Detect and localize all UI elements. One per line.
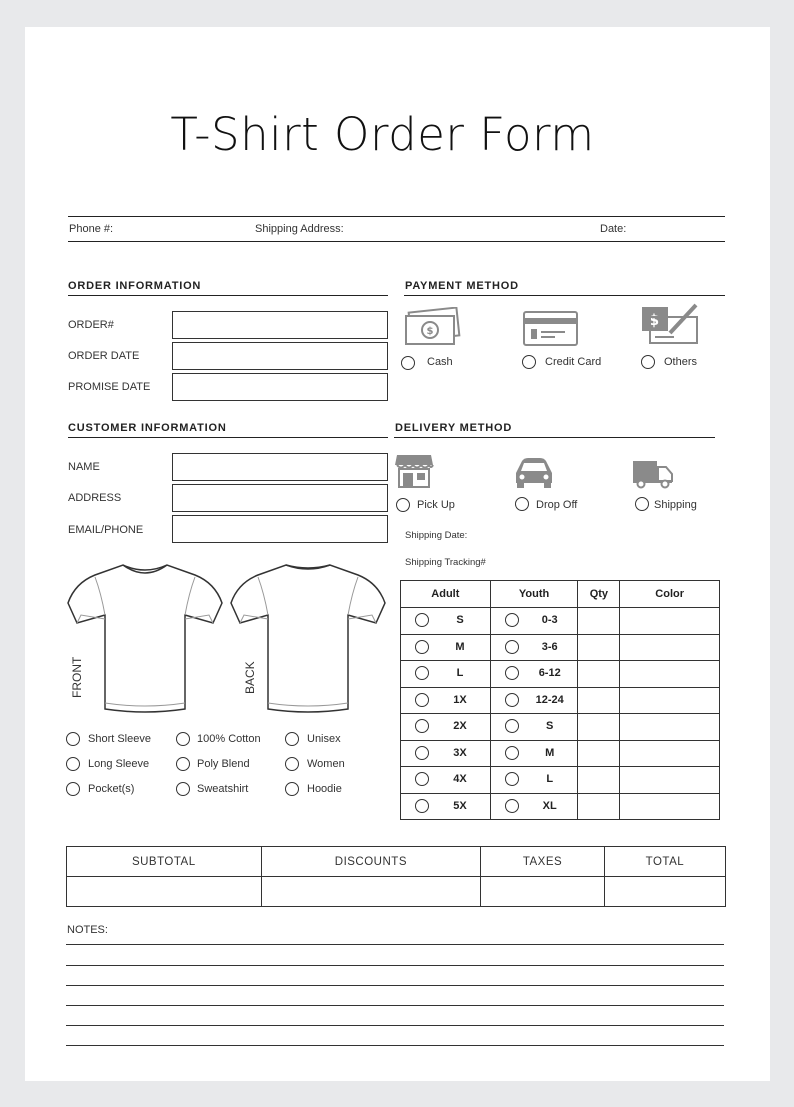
table-row bbox=[401, 793, 720, 820]
short-sleeve-label: Short Sleeve bbox=[88, 733, 151, 745]
color-header: Color bbox=[620, 581, 720, 608]
pockets-label: Pocket(s) bbox=[88, 783, 135, 795]
total-cell[interactable] bbox=[604, 877, 725, 907]
promise-date-label: PROMISE DATE bbox=[68, 381, 151, 393]
hoodie-label: Hoodie bbox=[307, 783, 342, 795]
youth-header: Youth bbox=[490, 581, 578, 608]
form-sheet bbox=[25, 27, 770, 1081]
youth-size-label: S bbox=[546, 720, 554, 733]
youth-size-radio[interactable] bbox=[505, 613, 519, 627]
subtotal-cell[interactable] bbox=[67, 877, 262, 907]
long-sleeve-radio[interactable] bbox=[66, 757, 80, 771]
payment-heading: PAYMENT METHOD bbox=[405, 280, 519, 292]
table-row bbox=[401, 608, 720, 635]
qty-cell[interactable] bbox=[578, 608, 620, 635]
check-icon bbox=[640, 303, 702, 347]
shipping-address-label: Shipping Address: bbox=[255, 223, 344, 235]
delivery-heading: DELIVERY METHOD bbox=[395, 422, 513, 434]
notes-line[interactable] bbox=[66, 1045, 724, 1046]
table-row bbox=[401, 714, 720, 741]
order-info-rule bbox=[68, 295, 388, 296]
long-sleeve-label: Long Sleeve bbox=[88, 758, 150, 770]
color-cell[interactable] bbox=[620, 608, 720, 635]
adult-size-label: M bbox=[455, 640, 465, 653]
shirt-front-icon bbox=[65, 563, 225, 715]
shipping-tracking-label: Shipping Tracking# bbox=[405, 557, 486, 568]
sweatshirt-label: Sweatshirt bbox=[197, 783, 249, 795]
hoodie-radio[interactable] bbox=[285, 782, 299, 796]
email-phone-field[interactable] bbox=[172, 515, 388, 543]
color-cell[interactable] bbox=[620, 740, 720, 767]
adult-size-radio[interactable] bbox=[415, 719, 429, 733]
discounts-cell[interactable] bbox=[261, 877, 481, 907]
adult-size-radio[interactable] bbox=[415, 693, 429, 707]
adult-size-radio[interactable] bbox=[415, 746, 429, 760]
youth-size-radio[interactable] bbox=[505, 772, 519, 786]
qty-cell[interactable] bbox=[578, 793, 620, 820]
adult-size-radio[interactable] bbox=[415, 799, 429, 813]
youth-size-radio[interactable] bbox=[505, 693, 519, 707]
svg-text:$: $ bbox=[648, 311, 660, 329]
adult-size-label: 3X bbox=[453, 746, 467, 759]
color-cell[interactable] bbox=[620, 634, 720, 661]
page-title: T-Shirt Order Form bbox=[170, 108, 595, 161]
notes-line[interactable] bbox=[66, 1025, 724, 1026]
women-radio[interactable] bbox=[285, 757, 299, 771]
sweatshirt-radio[interactable] bbox=[176, 782, 190, 796]
qty-cell[interactable] bbox=[578, 767, 620, 794]
credit-card-label: Credit Card bbox=[545, 356, 602, 368]
taxes-header: TAXES bbox=[481, 847, 605, 877]
youth-size-radio[interactable] bbox=[505, 746, 519, 760]
cash-label: Cash bbox=[427, 356, 453, 368]
order-number-field[interactable] bbox=[172, 311, 388, 339]
shipping-date-label: Shipping Date: bbox=[405, 530, 468, 541]
pockets-radio[interactable] bbox=[66, 782, 80, 796]
adult-size-radio[interactable] bbox=[415, 613, 429, 627]
youth-size-label: 12-24 bbox=[535, 693, 564, 706]
promise-date-field[interactable] bbox=[172, 373, 388, 401]
others-label: Others bbox=[664, 356, 698, 368]
color-cell[interactable] bbox=[620, 767, 720, 794]
table-row bbox=[401, 767, 720, 794]
women-label: Women bbox=[307, 758, 345, 770]
customer-info-heading: CUSTOMER INFORMATION bbox=[68, 422, 227, 434]
notes-line[interactable] bbox=[66, 985, 724, 986]
date-label: Date: bbox=[600, 223, 627, 235]
header-top-rule bbox=[68, 216, 725, 217]
color-cell[interactable] bbox=[620, 793, 720, 820]
qty-cell[interactable] bbox=[578, 661, 620, 688]
size-table bbox=[400, 580, 720, 820]
notes-line[interactable] bbox=[66, 944, 724, 945]
cotton-label: 100% Cotton bbox=[197, 733, 261, 745]
youth-size-label: M bbox=[545, 746, 555, 759]
adult-size-radio[interactable] bbox=[415, 640, 429, 654]
name-field[interactable] bbox=[172, 453, 388, 481]
notes-label: NOTES: bbox=[67, 924, 108, 936]
total-header: TOTAL bbox=[604, 847, 725, 877]
order-number-label: ORDER# bbox=[68, 319, 114, 331]
totals-table bbox=[66, 846, 726, 907]
qty-cell[interactable] bbox=[578, 634, 620, 661]
pick-up-label: Pick Up bbox=[417, 499, 455, 511]
phone-label: Phone #: bbox=[69, 223, 114, 235]
cash-radio[interactable] bbox=[401, 356, 415, 370]
drop-off-radio[interactable] bbox=[515, 497, 529, 511]
adult-size-label: 2X bbox=[453, 720, 467, 733]
table-row bbox=[67, 877, 726, 907]
short-sleeve-radio[interactable] bbox=[66, 732, 80, 746]
youth-size-label: L bbox=[546, 773, 554, 786]
delivery-rule bbox=[394, 437, 715, 438]
taxes-cell[interactable] bbox=[481, 877, 605, 907]
table-row bbox=[401, 661, 720, 688]
car-icon bbox=[512, 455, 556, 489]
notes-line[interactable] bbox=[66, 1005, 724, 1006]
front-label: FRONT bbox=[70, 656, 84, 698]
drop-off-label: Drop Off bbox=[536, 499, 578, 511]
youth-size-label: XL bbox=[542, 799, 557, 812]
table-row bbox=[401, 740, 720, 767]
address-field[interactable] bbox=[172, 484, 388, 512]
adult-size-radio[interactable] bbox=[415, 666, 429, 680]
color-cell[interactable] bbox=[620, 714, 720, 741]
others-radio[interactable] bbox=[641, 355, 655, 369]
color-cell[interactable] bbox=[620, 687, 720, 714]
order-date-field[interactable] bbox=[172, 342, 388, 370]
poly-blend-radio[interactable] bbox=[176, 757, 190, 771]
shipping-label: Shipping bbox=[654, 499, 697, 511]
adult-size-label: 1X bbox=[453, 693, 467, 706]
adult-size-label: 5X bbox=[453, 799, 467, 812]
qty-cell[interactable] bbox=[578, 714, 620, 741]
youth-size-label: 0-3 bbox=[541, 614, 558, 627]
truck-icon bbox=[632, 458, 674, 490]
qty-cell[interactable] bbox=[578, 687, 620, 714]
cotton-radio[interactable] bbox=[176, 732, 190, 746]
cash-icon bbox=[404, 307, 462, 347]
shipping-radio[interactable] bbox=[635, 497, 649, 511]
table-row bbox=[401, 634, 720, 661]
adult-size-radio[interactable] bbox=[415, 772, 429, 786]
qty-header: Qty bbox=[578, 581, 620, 608]
order-date-label: ORDER DATE bbox=[68, 350, 140, 362]
youth-size-radio[interactable] bbox=[505, 666, 519, 680]
youth-size-radio[interactable] bbox=[505, 799, 519, 813]
email-phone-label: EMAIL/PHONE bbox=[68, 524, 144, 536]
table-row bbox=[401, 687, 720, 714]
adult-size-label: L bbox=[456, 667, 464, 680]
youth-size-radio[interactable] bbox=[505, 719, 519, 733]
youth-size-label: 3-6 bbox=[541, 640, 558, 653]
qty-cell[interactable] bbox=[578, 740, 620, 767]
adult-header: Adult bbox=[401, 581, 491, 608]
youth-size-radio[interactable] bbox=[505, 640, 519, 654]
header-bottom-rule bbox=[68, 241, 725, 242]
back-label: BACK bbox=[243, 661, 257, 694]
adult-size-label: S bbox=[456, 614, 464, 627]
name-label: NAME bbox=[68, 461, 100, 473]
credit-card-icon bbox=[522, 310, 580, 348]
subtotal-header: SUBTOTAL bbox=[67, 847, 262, 877]
order-info-heading: ORDER INFORMATION bbox=[68, 280, 202, 292]
store-icon bbox=[395, 451, 435, 489]
customer-info-rule bbox=[68, 437, 388, 438]
svg-text:$: $ bbox=[426, 326, 434, 337]
discounts-header: DISCOUNTS bbox=[261, 847, 481, 877]
color-cell[interactable] bbox=[620, 661, 720, 688]
pick-up-radio[interactable] bbox=[396, 498, 410, 512]
adult-size-label: 4X bbox=[453, 773, 467, 786]
notes-line[interactable] bbox=[66, 965, 724, 966]
credit-card-radio[interactable] bbox=[522, 355, 536, 369]
youth-size-label: 6-12 bbox=[538, 667, 561, 680]
unisex-label: Unisex bbox=[307, 733, 341, 745]
payment-rule bbox=[404, 295, 725, 296]
address-label: ADDRESS bbox=[68, 492, 122, 504]
unisex-radio[interactable] bbox=[285, 732, 299, 746]
poly-blend-label: Poly Blend bbox=[197, 758, 250, 770]
